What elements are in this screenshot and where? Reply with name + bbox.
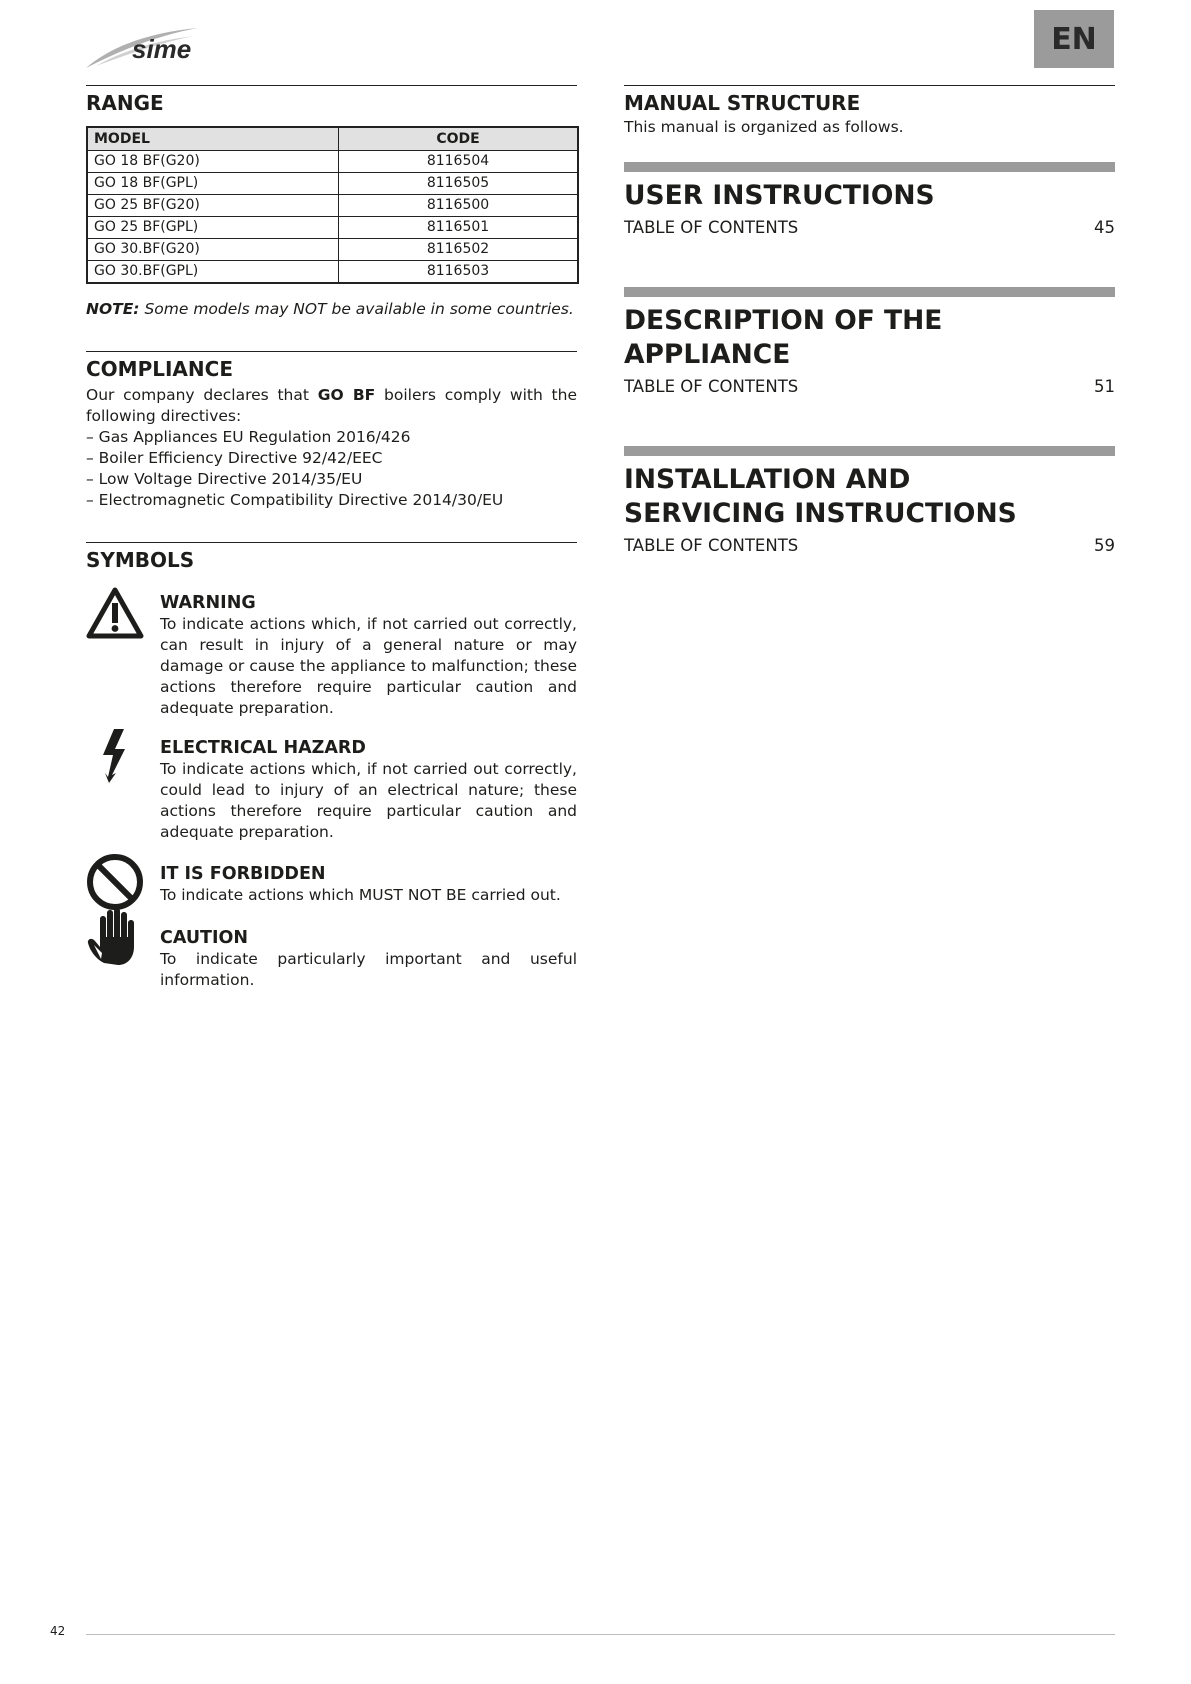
section-divider-bar	[624, 162, 1115, 172]
table-row	[87, 173, 578, 195]
list-item: – Gas Appliances EU Regulation 2016/426	[86, 428, 411, 446]
code-cell: 8116501	[339, 217, 579, 239]
language-label: EN	[1051, 21, 1097, 57]
range-title: RANGE	[86, 91, 164, 115]
model-cell: GO 18 BF(G20)	[87, 151, 339, 173]
directives-list	[86, 427, 577, 511]
section-divider-bar	[624, 446, 1115, 456]
page-number: 42	[50, 1624, 66, 1638]
section-divider-bar	[624, 287, 1115, 297]
symbol-description: To indicate particularly important and useful information.	[160, 950, 577, 989]
symbol-title: IT IS FORBIDDEN	[160, 864, 326, 884]
hand-stop-icon	[86, 907, 144, 971]
language-tab	[1034, 10, 1114, 68]
table-row	[87, 239, 578, 261]
manual-structure-section	[624, 85, 1115, 138]
list-item: – Boiler Efficiency Directive 92/42/EEC	[86, 449, 383, 467]
model-cell: GO 30.BF(GPL)	[87, 261, 339, 284]
warning-icon	[86, 586, 144, 644]
footer-divider	[86, 1634, 1115, 1635]
left-column	[86, 85, 577, 991]
toc-label: TABLE OF CONTENTS	[624, 218, 799, 237]
model-cell: GO 25 BF(G20)	[87, 195, 339, 217]
col-code-header: CODE	[339, 127, 579, 151]
model-cell: GO 25 BF(GPL)	[87, 217, 339, 239]
note-label: NOTE:	[86, 300, 140, 318]
symbol-caution	[86, 927, 577, 991]
manual-part-user	[624, 162, 1115, 239]
manual-structure-title: MANUAL STRUCTURE	[624, 91, 861, 115]
toc-page: 59	[1094, 536, 1115, 555]
symbol-description: To indicate actions which, if not carried out correctly, can result in injury of a general nature or may damage or cause the appliance to malfunction; these actions therefore require particular caution and adequate preparation.	[160, 615, 577, 717]
toc-label: TABLE OF CONTENTS	[624, 377, 799, 396]
symbol-warning	[86, 592, 577, 719]
range-section	[86, 85, 577, 320]
symbol-description: To indicate actions which, if not carried out correctly, could lead to injury of an electrical nature; these actions therefore require particular caution and adequate preparation.	[160, 760, 577, 841]
part-title: DESCRIPTION OF THE APPLIANCE	[624, 305, 943, 370]
symbol-forbidden	[86, 863, 577, 906]
symbols-section	[86, 542, 577, 991]
manual-part-installation	[624, 446, 1115, 557]
symbol-electrical-hazard	[86, 737, 577, 843]
compliance-text-before: Our company declares that	[86, 386, 318, 404]
code-cell: 8116502	[339, 239, 579, 261]
note-text: Some models may NOT be available in some countries.	[139, 300, 574, 318]
lightning-icon	[100, 727, 130, 787]
table-header-row	[87, 127, 578, 151]
range-table	[86, 126, 579, 284]
logo-text: sime	[132, 34, 192, 64]
compliance-text-after: boilers comply with the following directives:	[86, 386, 577, 425]
manual-part-description	[624, 287, 1115, 398]
model-cell: GO 30.BF(G20)	[87, 239, 339, 261]
right-column	[624, 85, 1115, 557]
toc-entry[interactable]	[624, 376, 1115, 398]
code-cell: 8116505	[339, 173, 579, 195]
symbols-title: SYMBOLS	[86, 548, 195, 572]
manual-intro: This manual is organized as follows.	[624, 118, 904, 136]
range-note	[86, 299, 577, 320]
list-item: – Electromagnetic Compatibility Directive 2014/30/EU	[86, 491, 504, 509]
product-name: GO BF	[317, 386, 376, 404]
col-model-header: MODEL	[87, 127, 339, 151]
toc-page: 45	[1094, 218, 1115, 237]
compliance-title: COMPLIANCE	[86, 357, 233, 381]
list-item: – Low Voltage Directive 2014/35/EU	[86, 470, 363, 488]
forbidden-icon	[86, 853, 144, 915]
model-cell: GO 18 BF(GPL)	[87, 173, 339, 195]
table-row	[87, 261, 578, 284]
toc-entry[interactable]	[624, 535, 1115, 557]
symbol-description: To indicate actions which MUST NOT BE carried out.	[160, 886, 561, 904]
table-row	[87, 195, 578, 217]
part-title: INSTALLATION AND SERVICING INSTRUCTIONS	[624, 464, 1017, 529]
table-row	[87, 151, 578, 173]
toc-label: TABLE OF CONTENTS	[624, 536, 799, 555]
symbol-title: ELECTRICAL HAZARD	[160, 738, 366, 758]
part-title: USER INSTRUCTIONS	[624, 180, 935, 211]
symbol-title: WARNING	[160, 593, 256, 613]
table-row	[87, 217, 578, 239]
sime-logo	[84, 24, 234, 72]
code-cell: 8116503	[339, 261, 579, 284]
symbol-title: CAUTION	[160, 928, 249, 948]
toc-entry[interactable]	[624, 217, 1115, 239]
compliance-section	[86, 351, 577, 511]
compliance-text	[86, 385, 577, 427]
code-cell: 8116504	[339, 151, 579, 173]
toc-page: 51	[1094, 377, 1115, 396]
code-cell: 8116500	[339, 195, 579, 217]
